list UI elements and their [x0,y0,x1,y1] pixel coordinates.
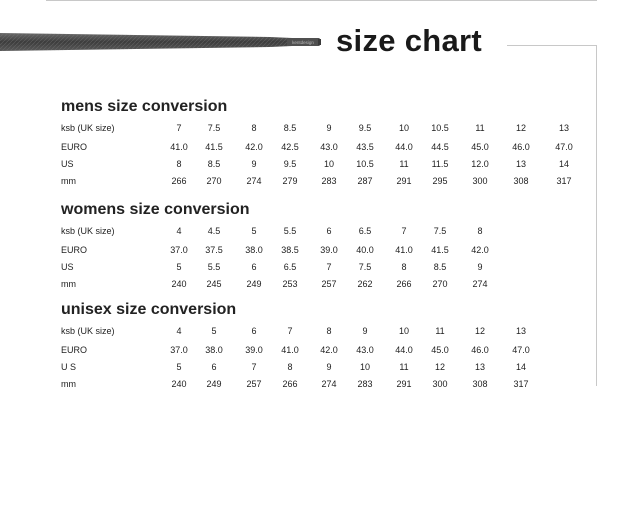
table-cell: 9 [362,326,368,336]
table-cell: 4 [176,226,182,236]
table-cell: 10.5 [356,159,374,169]
table-cell: 8.5 [207,159,221,169]
shoelace-graphic [0,29,330,55]
table-cell: 5.5 [207,262,221,272]
table-cell: 11.5 [431,159,449,169]
table-cell: 266 [282,379,298,389]
table-cell: 266 [396,279,412,289]
table-cell: 300 [472,176,488,186]
table-cell: 245 [206,279,222,289]
table-cell: 47.0 [555,142,573,152]
lace-brand-text: kentdesign [292,40,314,45]
table-cell: 262 [357,279,373,289]
table-cell: 9.5 [358,123,372,133]
table-cell: 10 [398,123,409,133]
table-cell: 9 [326,362,332,372]
page-title: size chart [336,23,483,58]
table-cell: 13 [515,326,526,336]
table-cell: 5 [176,362,182,372]
table-cell: 7.5 [358,262,372,272]
table-cell: 8.5 [433,262,447,272]
table-cell: 38.5 [281,245,299,255]
mens-row-label-euro: EURO [61,142,88,152]
table-cell: 6 [251,326,257,336]
table-cell: 7.5 [433,226,447,236]
table-cell: 14 [515,362,526,372]
table-cell: 40.0 [356,245,374,255]
table-cell: 249 [206,379,222,389]
unisex-section-title: unisex size conversion [61,301,237,318]
table-cell: 42.0 [245,142,263,152]
table-cell: 41.5 [431,245,449,255]
table-cell: 39.0 [245,345,263,355]
table-cell: 274 [321,379,337,389]
table-cell: 9 [477,262,483,272]
table-cell: 279 [282,176,298,186]
table-cell: 5 [176,262,182,272]
table-cell: 11 [475,123,485,133]
table-cell: 274 [246,176,262,186]
mens-section-title: mens size conversion [61,98,228,115]
table-cell: 8 [326,326,332,336]
table-cell: 45.0 [471,142,489,152]
table-cell: 45.0 [431,345,449,355]
table-cell: 6 [326,226,332,236]
unisex-row-label-us: U S [61,362,77,372]
table-cell: 8 [251,123,257,133]
table-cell: 46.0 [471,345,489,355]
table-cell: 300 [432,379,448,389]
table-cell: 291 [396,176,412,186]
table-cell: 8 [477,226,483,236]
table-cell: 253 [282,279,298,289]
womens-row-label-us: US [61,262,74,272]
table-cell: 240 [171,279,187,289]
table-cell: 41.0 [281,345,299,355]
unisex-row-label-uk: ksb (UK size) [61,326,115,336]
table-cell: 6.5 [358,226,372,236]
table-cell: 39.0 [320,245,338,255]
table-cell: 43.0 [356,345,374,355]
table-cell: 7 [287,326,293,336]
table-cell: 7 [401,226,407,236]
table-cell: 4.5 [207,226,221,236]
table-cell: 11 [399,159,409,169]
table-cell: 11 [435,326,445,336]
table-cell: 37.0 [170,245,188,255]
table-cell: 13 [515,159,526,169]
table-cell: 4 [176,326,182,336]
womens-row-label-euro: EURO [61,245,88,255]
table-cell: 291 [396,379,412,389]
table-cell: 41.5 [205,142,223,152]
table-cell: 6.5 [283,262,297,272]
table-cell: 287 [357,176,373,186]
table-cell: 283 [321,176,337,186]
table-cell: 283 [357,379,373,389]
unisex-row-label-euro: EURO [61,345,88,355]
table-cell: 37.0 [170,345,188,355]
table-cell: 10.5 [431,123,449,133]
table-cell: 38.0 [205,345,223,355]
table-cell: 274 [472,279,488,289]
table-cell: 12.0 [471,159,489,169]
table-cell: 7.5 [207,123,221,133]
table-cell: 317 [556,176,572,186]
table-cell: 43.5 [356,142,374,152]
frame-top-line [46,0,597,1]
table-cell: 8 [176,159,182,169]
table-cell: 10 [323,159,334,169]
table-cell: 240 [171,379,187,389]
table-cell: 317 [513,379,529,389]
table-cell: 43.0 [320,142,338,152]
table-cell: 42.5 [281,142,299,152]
table-cell: 46.0 [512,142,530,152]
unisex-row-label-mm: mm [61,379,76,389]
table-cell: 37.5 [205,245,223,255]
table-cell: 266 [171,176,187,186]
table-cell: 12 [474,326,485,336]
table-cell: 7 [326,262,332,272]
table-cell: 14 [558,159,569,169]
mens-row-label-uk: ksb (UK size) [61,123,115,133]
table-cell: 10 [359,362,370,372]
table-cell: 257 [246,379,262,389]
table-cell: 13 [474,362,485,372]
table-cell: 6 [211,362,217,372]
table-cell: 6 [251,262,257,272]
table-cell: 249 [246,279,262,289]
mens-row-label-mm: mm [61,176,76,186]
table-cell: 270 [206,176,222,186]
table-cell: 41.0 [395,245,413,255]
table-cell: 42.0 [471,245,489,255]
table-cell: 42.0 [320,345,338,355]
table-cell: 9.5 [283,159,297,169]
womens-section-title: womens size conversion [61,201,250,218]
table-cell: 12 [515,123,526,133]
table-cell: 38.0 [245,245,263,255]
table-cell: 8.5 [283,123,297,133]
table-cell: 9 [251,159,257,169]
table-cell: 9 [326,123,332,133]
table-cell: 44.0 [395,142,413,152]
table-cell: 5.5 [283,226,297,236]
table-cell: 308 [472,379,488,389]
table-cell: 308 [513,176,529,186]
table-cell: 295 [432,176,448,186]
table-cell: 5 [211,326,217,336]
frame-header-line [507,45,597,46]
table-cell: 270 [432,279,448,289]
table-cell: 41.0 [170,142,188,152]
table-cell: 44.0 [395,345,413,355]
table-cell: 47.0 [512,345,530,355]
table-cell: 10 [398,326,409,336]
table-cell: 44.5 [431,142,449,152]
table-cell: 7 [176,123,182,133]
table-cell: 5 [251,226,257,236]
table-cell: 8 [287,362,293,372]
mens-row-label-us: US [61,159,74,169]
womens-row-label-uk: ksb (UK size) [61,226,115,236]
table-cell: 11 [399,362,409,372]
table-cell: 8 [401,262,407,272]
table-cell: 13 [558,123,569,133]
table-cell: 257 [321,279,337,289]
table-cell: 7 [251,362,257,372]
frame-right-line [596,46,597,386]
table-cell: 12 [434,362,445,372]
womens-row-label-mm: mm [61,279,76,289]
